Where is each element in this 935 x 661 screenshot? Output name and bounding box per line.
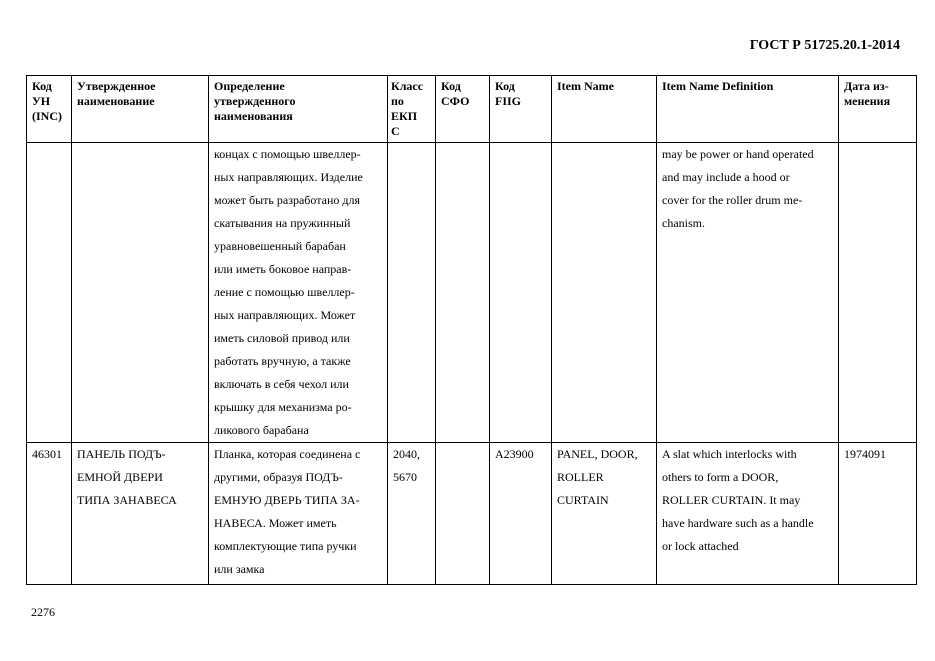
col-header-sfo-code: Код СФО (436, 76, 490, 143)
cell-sfo-code (436, 143, 490, 443)
cell-fiig-code (490, 143, 552, 443)
cell-fiig-code: A23900 (490, 443, 552, 585)
header-row (27, 76, 917, 143)
col-header-class: Класс по ЕКП С (388, 76, 436, 143)
cell-inc-code: 46301 (27, 443, 72, 585)
cell-sfo-code (436, 443, 490, 585)
cell-approved-name (72, 143, 209, 443)
cell-class: 2040, 5670 (388, 443, 436, 585)
table-row (27, 143, 917, 443)
cell-item-name: PANEL, DOOR, ROLLER CURTAIN (552, 443, 657, 585)
table-row (27, 443, 917, 585)
cell-approved-name: ПАНЕЛЬ ПОДЪ- ЕМНОЙ ДВЕРИ ТИПА ЗАНАВЕСА (72, 443, 209, 585)
page-number: 2276 (31, 605, 55, 619)
cell-item-name (552, 143, 657, 443)
col-header-item-name: Item Name (552, 76, 657, 143)
col-header-fiig-code: Код FIIG (490, 76, 552, 143)
cell-definition: Планка, которая соединена с другими, образуя ПОДЪ- ЕМНУЮ ДВЕРЬ ТИПА ЗА- НАВЕСА. Может иметь комплектующие типа ручки или замка (209, 443, 388, 585)
cell-class (388, 143, 436, 443)
col-header-definition: Определение утвержденного наименования (209, 76, 388, 143)
cell-inc-code (27, 143, 72, 443)
col-header-inc-code: Код УН (INC) (27, 76, 72, 143)
cell-change-date (839, 143, 917, 443)
col-header-item-name-definition: Item Name Definition (657, 76, 839, 143)
cell-item-name-definition: A slat which interlocks with others to form a DOOR, ROLLER CURTAIN. It may have hardware such as a handle or lock attached (657, 443, 839, 585)
nomenclature-table (26, 75, 917, 585)
col-header-change-date: Дата из- менения (839, 76, 917, 143)
cell-item-name-definition: may be power or hand operated and may include a hood or cover for the roller drum me- chanism. (657, 143, 839, 443)
col-header-approved-name: Утвержденное наименование (72, 76, 209, 143)
cell-change-date: 1974091 (839, 443, 917, 585)
document-title: ГОСТ Р 51725.20.1-2014 (749, 38, 900, 53)
cell-definition: концах с помощью швеллер- ных направляющих. Изделие может быть разработано для скатывания на пружинный уравновешенный барабан или иметь боковое направ- ление с помощью швеллер- ных направляющих. Может иметь силовой привод или работать вручную, а также включать в себя чехол или крышку для механизма ро- ликового барабана (209, 143, 388, 443)
